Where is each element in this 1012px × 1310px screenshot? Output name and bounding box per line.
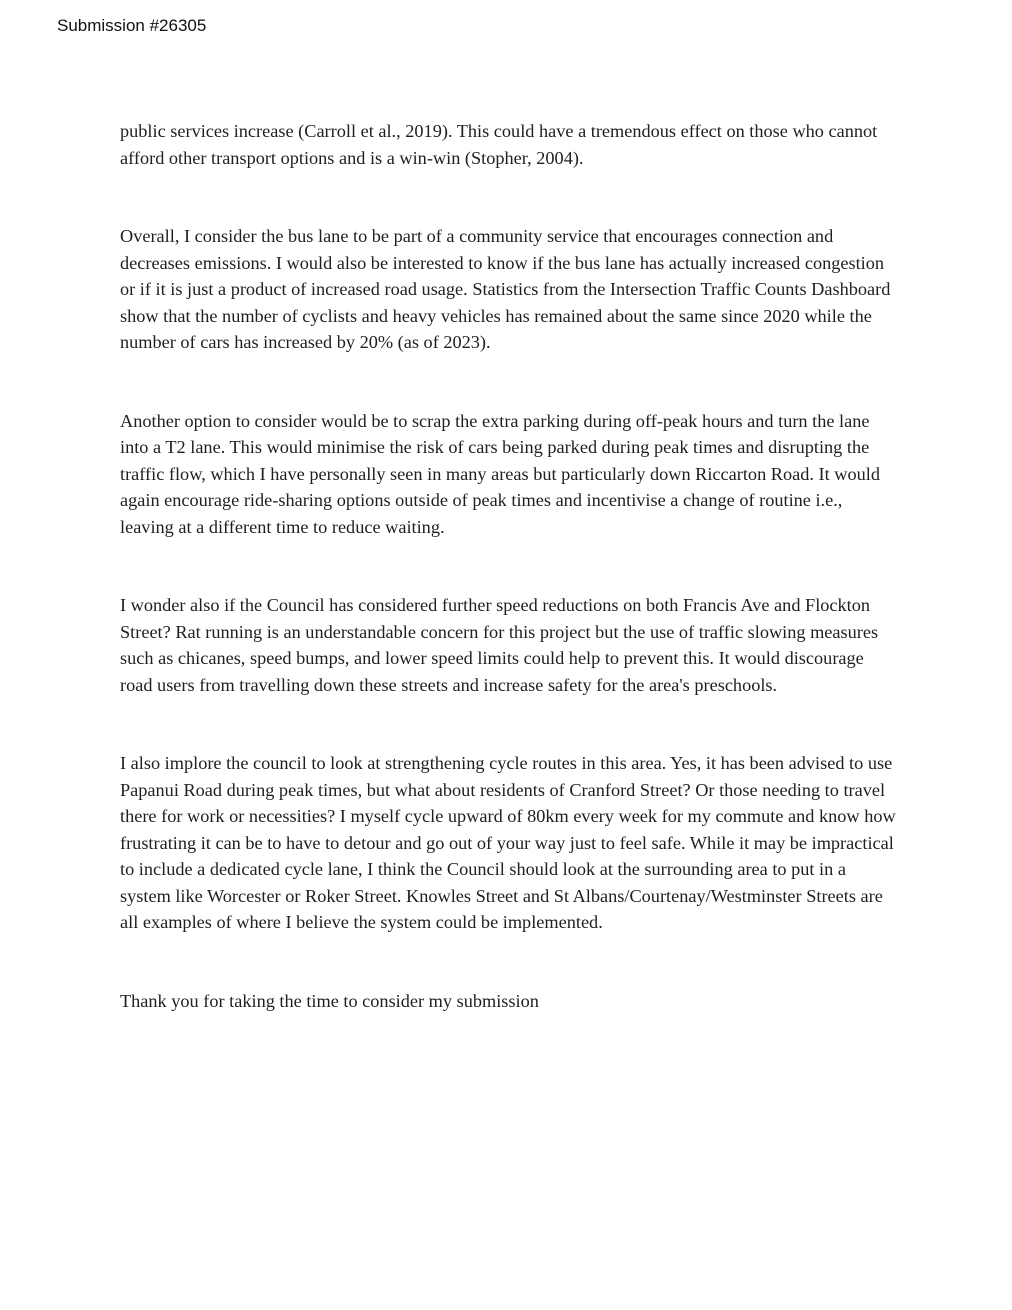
paragraph-t2-lane-option: Another option to consider would be to scrap the extra parking during off-peak hours and turn the lane into a T2 lane. This would minimise the risk of cars being parked during peak times and disrupting the traffic flow, which I have personally seen in many areas but particularly down Riccarton Road. It would again encourage ride-sharing options outside of peak times and incentivise a change of routine i.e., leaving at a different time to reduce waiting. <box>120 410 880 537</box>
paragraph-closing: Thank you for taking the time to consider my submission <box>120 990 539 1011</box>
paragraph-cycle-routes: I also implore the council to look at strengthening cycle routes in this area. Yes, it has been advised to use Papanui Road during peak times, but what about residents of Cranford Street? Or those needing to travel there for work or necessities? I myself cycle upward of 80km every week for my commute and know how frustrating it can be to have to detour and go out of your way just to feel safe. While it may be impractical to include a dedicated cycle lane, I think the Council should look at the surrounding area to put in a system like Worcester or Roker Street. Knowles Street and St Albans/Courtenay/Westminster Streets are all examples of where I believe the system could be implemented. <box>120 753 896 932</box>
submission-number: Submission #26305 <box>57 16 207 35</box>
paragraph-bus-lane-community: Overall, I consider the bus lane to be part of a community service that encourages connection and decreases emissions. I would also be interested to know if the bus lane has actually increased congestion or if it is just a product of increased road usage. Statistics from the Intersection Traffic Counts Dashboard show that the number of cyclists and heavy vehicles has remained about the same since 2020 while the number of cars has increased by 20% (as of 2023). <box>120 226 891 352</box>
paragraph-public-services: public services increase (Carroll et al., 2019). This could have a tremendous effect on those who cannot afford other transport options and is a win-win (Stopher, 2004). <box>120 121 878 168</box>
paragraph-speed-reductions: I wonder also if the Council has considered further speed reductions on both Francis Ave and Flockton Street? Rat running is an understandable concern for this project but the use of traffic slowing measures such as chicanes, speed bumps, and lower speed limits could help to prevent this. It would discourage road users from travelling down these streets and increase safety for the area's preschools. <box>120 595 879 695</box>
document-body <box>120 118 900 1014</box>
